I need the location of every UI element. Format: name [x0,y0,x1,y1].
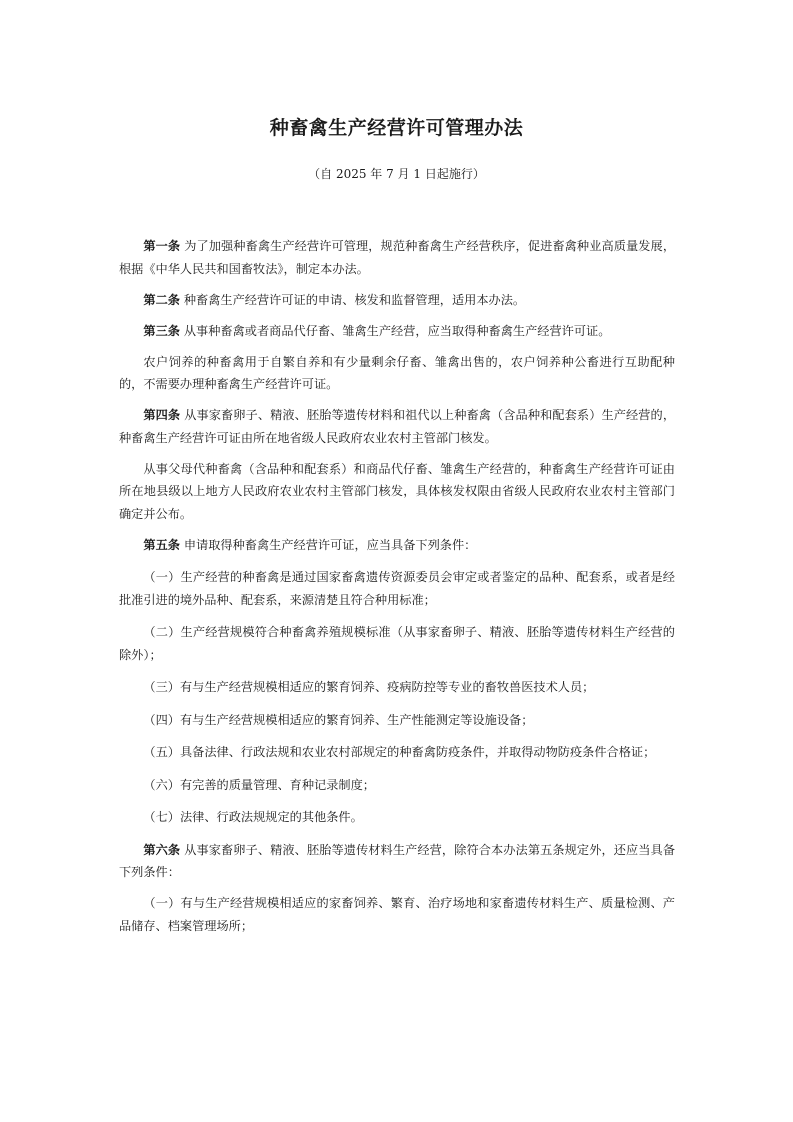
article-heading: 第一条 [143,239,181,253]
article-paragraph [119,404,675,449]
article-text: 种畜禽生产经营许可证的申请、核发和监督管理，适用本办法。 [183,292,526,307]
list-item [119,621,675,666]
body-paragraph [119,351,675,396]
article-heading: 第六条 [143,842,181,857]
document-subtitle: （自 2025 年 7 月 1 日起施行） [308,167,485,181]
article-paragraph [119,235,675,280]
article-paragraph [119,320,675,343]
article-text: 从事家畜卵子、精液、胚胎等遗传材料生产经营，除符合本办法第五条规定外，还应当具备下列条件： [119,842,676,879]
article-heading: 第五条 [143,537,180,552]
paragraph-text: 农户饲养的种畜禽用于自繁自养和有少量剩余仔畜、雏禽出售的，农户饲养种公畜进行互助配种的，不需要办理种畜禽生产经营许可证。 [119,354,675,391]
list-item [119,741,675,764]
article-heading: 第二条 [143,292,180,307]
list-item-text: （六）有完善的质量管理、育种记录制度； [143,777,375,792]
article-text: 申请取得种畜禽生产经营许可证，应当具备下列条件： [183,537,477,552]
list-item [119,566,675,611]
article-heading: 第三条 [143,323,180,338]
article-paragraph [119,289,675,312]
article-paragraph [119,534,675,557]
body-paragraph [119,458,675,526]
list-item [119,892,675,937]
list-item-text: （一）生产经营的种畜禽是通过国家畜禽遗传资源委员会审定或者鉴定的品种、配套系，或者是经批准引进的境外品种、配套系，来源清楚且符合种用标准； [119,570,675,607]
article-text: 为了加强种畜禽生产经营许可管理，规范种畜禽生产经营秩序，促进畜禽种业高质量发展，根据《中华人民共和国畜牧法》，制定本办法。 [119,239,676,276]
list-item-text: （四）有与生产经营规模相适应的繁育饲养、生产性能测定等设施设备； [143,712,534,727]
article-paragraph [119,839,675,884]
article-heading: 第四条 [143,408,181,422]
article-text: 从事家畜卵子、精液、胚胎等遗传材料和祖代以上种畜禽（含品种和配套系）生产经营的，种畜禽生产经营许可证由所在地省级人民政府农业农村主管部门核发。 [119,408,676,445]
list-item [119,806,675,829]
list-item-text: （二）生产经营规模符合种畜禽养殖规模标准（从事家畜卵子、精液、胚胎等遗传材料生产经营的除外）； [119,625,675,662]
list-item-text: （一）有与生产经营规模相适应的家畜饲养、繁育、治疗场地和家畜遗传材料生产、质量检测、产品储存、档案管理场所； [119,896,675,933]
document-body [119,235,675,946]
list-item [119,676,675,699]
document-title: 种畜禽生产经营许可管理办法 [269,117,524,139]
list-item [119,709,675,732]
article-text: 从事种畜禽或者商品代仔畜、雏禽生产经营，应当取得种畜禽生产经营许可证。 [183,323,611,338]
paragraph-text: 从事父母代种畜禽（含品种和配套系）和商品代仔畜、雏禽生产经营的，种畜禽生产经营许可证由所在地县级以上地方人民政府农业农村主管部门核发，具体核发权限由省级人民政府农业农村主管部门确定并公布。 [119,461,675,521]
list-item-text: （七）法律、行政法规规定的其他条件。 [143,810,363,824]
list-item-text: （五）具备法律、行政法规和农业农村部规定的种畜禽防疫条件，并取得动物防疫条件合格证； [143,745,656,759]
list-item-text: （三）有与生产经营规模相适应的繁育饲养、疫病防控等专业的畜牧兽医技术人员； [143,680,595,694]
list-item [119,774,675,797]
